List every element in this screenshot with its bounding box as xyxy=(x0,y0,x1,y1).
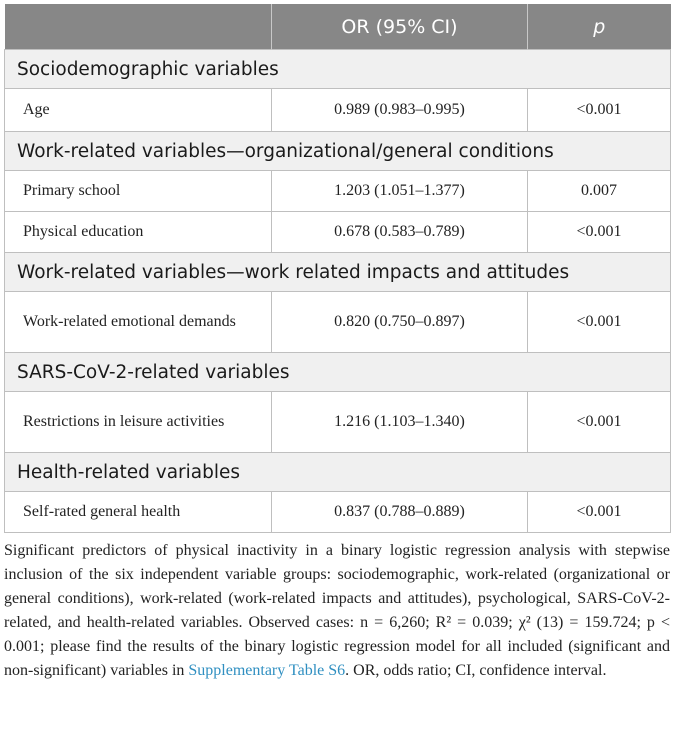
variable-cell: Self-rated general health xyxy=(5,492,272,533)
p-cell: 0.007 xyxy=(528,171,671,212)
table-row xyxy=(5,89,671,132)
table-header-row xyxy=(5,4,671,50)
or-ci-cell: 0.837 (0.788–0.889) xyxy=(272,492,528,533)
footnote-text: Significant predictors of physical inactivity in a binary logistic regression analysis with stepwise inclusion of the six independent variable groups: sociodemographic, work-related (organizational or general conditions), work-related (work-related impacts and attitudes), psychological, SARS-CoV-2-related, and health-related variables. Observed cases: n = 6,260; R² = 0.039; χ² (13) = 159.724; p < 0.001; please find the results of the binary logistic regression model for all included (significant and non-significant) variables in xyxy=(4,542,670,679)
p-cell: <0.001 xyxy=(528,212,671,253)
section-row xyxy=(5,132,671,171)
or-ci-cell: 0.678 (0.583–0.789) xyxy=(272,212,528,253)
supplementary-table-link[interactable]: Supplementary Table S6 xyxy=(188,662,346,679)
table-row xyxy=(5,492,671,533)
or-ci-cell: 1.203 (1.051–1.377) xyxy=(272,171,528,212)
section-row xyxy=(5,50,671,89)
or-ci-cell: 0.989 (0.983–0.995) xyxy=(272,89,528,132)
header-variable xyxy=(5,4,272,50)
variable-cell: Restrictions in leisure activities xyxy=(5,392,272,453)
or-ci-cell: 1.216 (1.103–1.340) xyxy=(272,392,528,453)
table-footnote xyxy=(4,539,670,683)
p-cell: <0.001 xyxy=(528,292,671,353)
p-cell: <0.001 xyxy=(528,492,671,533)
footnote-abbreviations: . OR, odds ratio; CI, confidence interval. xyxy=(345,662,607,679)
header-p: p xyxy=(528,4,671,50)
header-or-ci: OR (95% CI) xyxy=(272,4,528,50)
variable-cell: Primary school xyxy=(5,171,272,212)
section-title: Health-related variables xyxy=(5,453,671,492)
variable-cell: Age xyxy=(5,89,272,132)
table-row xyxy=(5,212,671,253)
section-title: SARS-CoV-2-related variables xyxy=(5,353,671,392)
variable-cell: Work-related emotional demands xyxy=(5,292,272,353)
table-row xyxy=(5,292,671,353)
p-cell: <0.001 xyxy=(528,89,671,132)
section-title: Sociodemographic variables xyxy=(5,50,671,89)
section-title: Work-related variables—organizational/general conditions xyxy=(5,132,671,171)
section-title: Work-related variables—work related impacts and attitudes xyxy=(5,253,671,292)
or-ci-cell: 0.820 (0.750–0.897) xyxy=(272,292,528,353)
table-row xyxy=(5,392,671,453)
variable-cell: Physical education xyxy=(5,212,272,253)
p-cell: <0.001 xyxy=(528,392,671,453)
section-row xyxy=(5,253,671,292)
section-row xyxy=(5,353,671,392)
section-row xyxy=(5,453,671,492)
results-table-container xyxy=(4,4,670,683)
table-row xyxy=(5,171,671,212)
regression-results-table xyxy=(4,4,671,533)
